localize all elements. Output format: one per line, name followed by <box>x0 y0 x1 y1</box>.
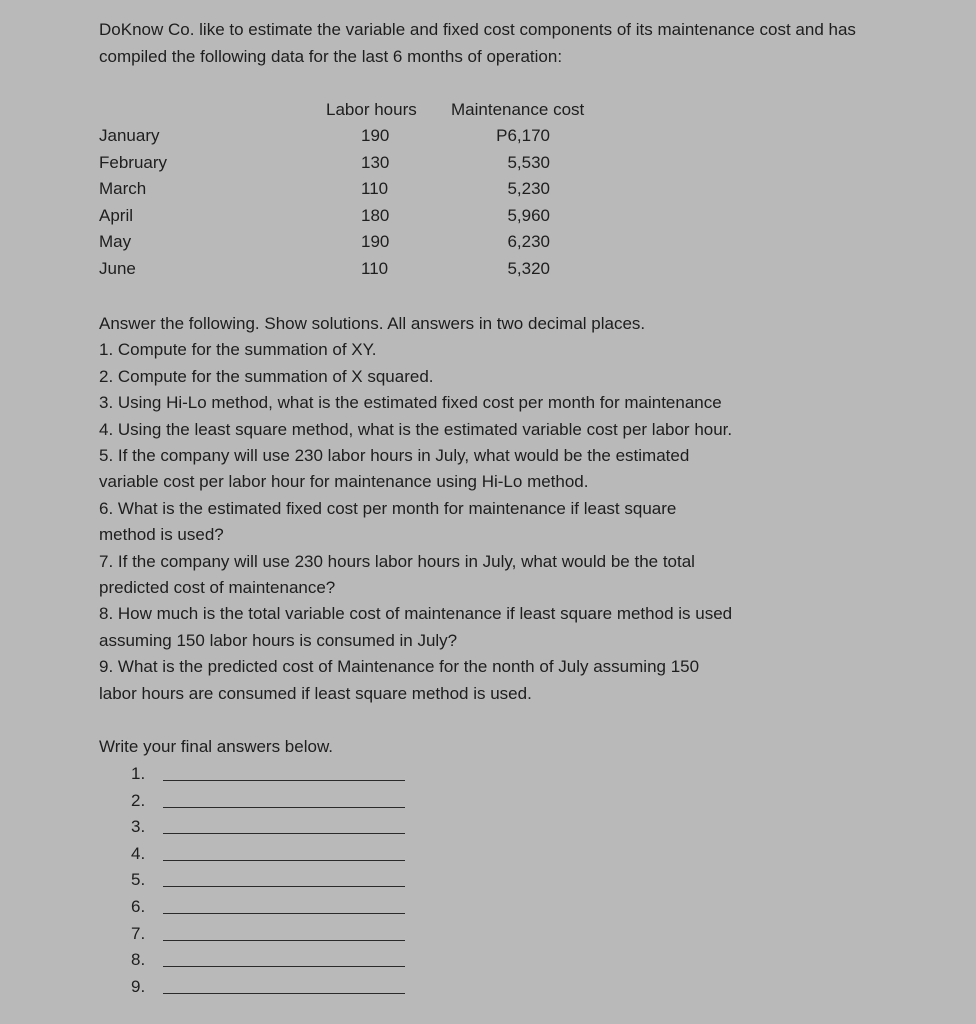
month-cell: February <box>99 152 168 172</box>
question-line: 4. Using the least square method, what is the estimated variable cost per labor hour. <box>99 419 733 439</box>
question-line: 1. Compute for the summation of XY. <box>99 340 377 360</box>
answer-blank[interactable] <box>163 833 405 834</box>
month-cell: January <box>99 126 160 145</box>
answer-number: 7. <box>131 923 146 943</box>
answer-blank[interactable] <box>163 886 405 887</box>
maintenance-cost-cell: 5,230 <box>507 179 550 199</box>
month-cell: April <box>99 205 134 225</box>
labor-hours-cell: 190 <box>361 126 390 145</box>
month-cell: June <box>99 258 136 278</box>
answer-blank[interactable] <box>163 807 405 808</box>
maintenance-cost-cell: 5,320 <box>507 258 550 278</box>
labor-hours-header: Labor hours <box>326 100 417 119</box>
maintenance-cost-cell: 5,960 <box>507 205 550 225</box>
answer-number: 4. <box>131 843 146 863</box>
question-line: variable cost per labor hour for maintenance using Hi-Lo method. <box>99 472 589 492</box>
answer-blank[interactable] <box>163 780 405 781</box>
intro-paragraph: DoKnow Co. like to estimate the variable and fixed cost components of its maintenance cost and has compiled the following data for the last 6 months of operation: <box>99 20 856 66</box>
question-line: predicted cost of maintenance? <box>99 578 336 598</box>
month-cell: May <box>99 232 132 252</box>
question-line: 3. Using Hi-Lo method, what is the estimated fixed cost per month for maintenance <box>99 393 722 413</box>
question-line: 8. How much is the total variable cost of maintenance if least square method is used <box>99 604 733 624</box>
questions-block <box>99 311 869 707</box>
answer-number: 1. <box>131 764 146 783</box>
instructions-line: Answer the following. Show solutions. All answers in two decimal places. <box>99 314 646 333</box>
labor-hours-cell: 180 <box>361 205 390 225</box>
question-line: 6. What is the estimated fixed cost per month for maintenance if least square <box>99 498 677 518</box>
question-line: method is used? <box>99 525 224 545</box>
answer-number: 6. <box>131 896 146 916</box>
answer-blank[interactable] <box>163 913 405 914</box>
labor-hours-cell: 130 <box>361 152 390 172</box>
answer-number: 5. <box>131 870 146 890</box>
question-line: 9. What is the predicted cost of Maintenance for the nonth of July assuming 150 <box>99 657 700 677</box>
question-line: 5. If the company will use 230 labor hours in July, what would be the estimated <box>99 446 690 466</box>
answer-number: 8. <box>131 950 146 970</box>
maintenance-cost-cell: 5,530 <box>507 152 550 172</box>
answers-heading: Write your final answers below. <box>99 737 334 756</box>
answer-blank[interactable] <box>163 966 405 967</box>
answer-number: 2. <box>131 790 146 810</box>
month-cell: March <box>99 179 147 199</box>
question-line: 7. If the company will use 230 hours labor hours in July, what would be the total <box>99 551 695 571</box>
answer-number: 3. <box>131 817 146 837</box>
maintenance-cost-cell: P6,170 <box>496 126 550 145</box>
question-line: assuming 150 labor hours is consumed in July? <box>99 630 458 650</box>
question-line: labor hours are consumed if least square method is used. <box>99 683 532 703</box>
answer-blank[interactable] <box>163 860 405 861</box>
labor-hours-cell: 110 <box>361 258 389 278</box>
labor-hours-cell: 110 <box>361 179 389 199</box>
question-line: 2. Compute for the summation of X squared. <box>99 366 434 386</box>
labor-hours-cell: 190 <box>361 232 390 252</box>
answer-number: 9. <box>131 976 146 996</box>
maintenance-cost-header: Maintenance cost <box>451 100 585 119</box>
maintenance-cost-cell: 6,230 <box>507 232 550 252</box>
answer-blank[interactable] <box>163 940 405 941</box>
answer-blank[interactable] <box>163 993 405 994</box>
